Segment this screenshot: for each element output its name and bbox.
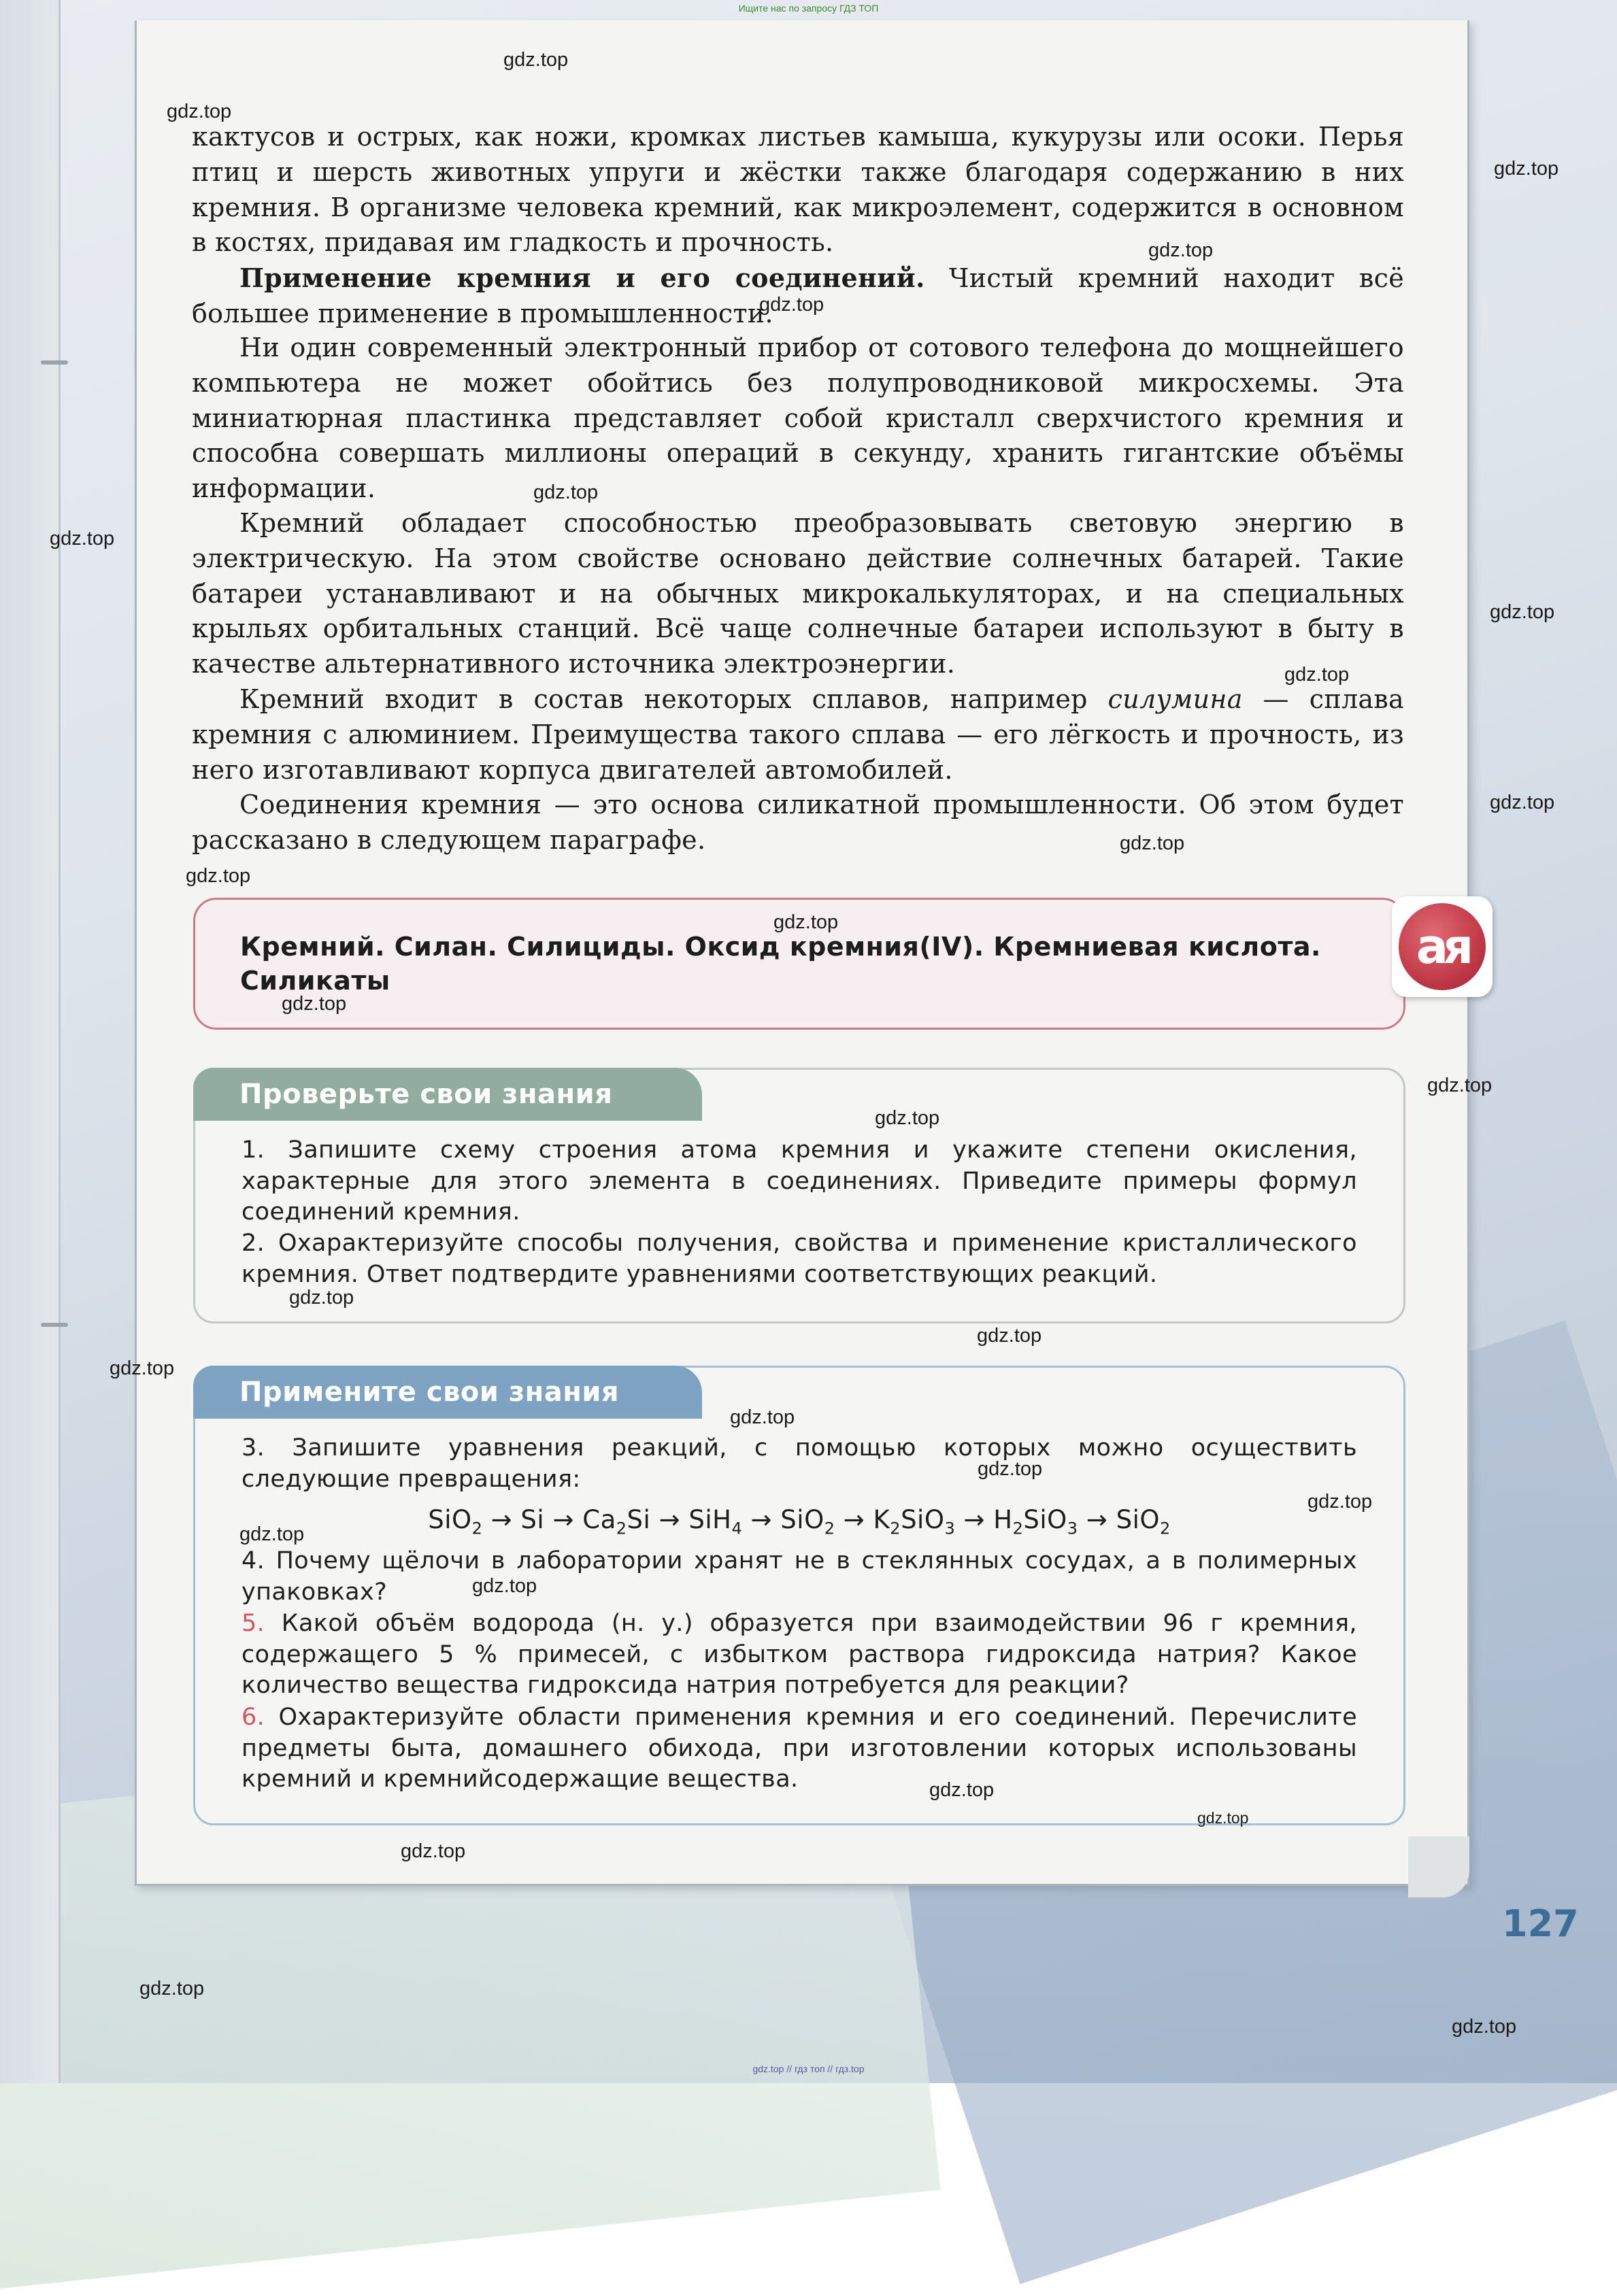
binding-mark <box>41 1323 68 1327</box>
alloy-term: силумина <box>1107 684 1243 714</box>
watermark: gdz.top <box>110 1357 175 1379</box>
watermark: gdz.top <box>1120 832 1185 854</box>
paragraph: Соединения кремния — это основа силикатной промышленности. Об этом будет рассказано в следующем параграфе. <box>192 790 1404 855</box>
header-note: Ищите нас по запросу ГДЗ ТОП <box>738 3 879 14</box>
watermark: gdz.top <box>1284 664 1350 686</box>
watermark: gdz.top <box>978 1458 1043 1480</box>
watermark: gdz.top <box>289 1287 354 1309</box>
question-3: 3. Запишите уравнения реакций, с помощью которых можно осуществить следующие превращения: <box>241 1434 1357 1493</box>
question-6: 6. Охарактеризуйте области применения кремния и его соединений. Перечислите предметы быта, домашнего обихода, при изготовлении которых использованы кремний и кремнийсодержащие вещества. <box>241 1704 1358 1793</box>
key-terms: Кремний. Силан. Силициды. Оксид кремния(IV). Кремниевая кислота. Силикаты <box>240 932 1321 996</box>
paragraph: кактусов и острых, как ножи, кромках листьев камыша, кукурузы или осоки. Перья птиц и шерсть животных упруги и жёстки также благодаря содержанию в них кремния. В организме человека кремний, как микроэлемент, содержится в основном в костях, придавая им гладкость и прочность. <box>192 122 1404 258</box>
check-knowledge-title: Проверьте свои знания <box>193 1068 702 1121</box>
watermark: gdz.top <box>1307 1491 1373 1513</box>
watermark: gdz.top <box>472 1575 537 1597</box>
watermark: gdz.top <box>239 1523 305 1545</box>
binding-mark <box>41 360 68 365</box>
watermark: gdz.top <box>139 1978 205 1999</box>
watermark: gdz.top <box>1452 2016 1517 2038</box>
question-2: 2. Охарактеризуйте способы получения, свойства и применение кристаллического кремния. Ответ подтвердите уравнениями соответствующих реакций. <box>241 1230 1357 1288</box>
watermark: gdz.top <box>929 1779 995 1801</box>
watermark: gdz.top <box>1148 239 1214 261</box>
watermark: gdz.top <box>167 101 232 122</box>
question-5: 5. Какой объём водорода (н. у.) образуется при взаимодействии 96 г кремния, содержащего 5 % примесей, с избытком раствора гидроксида натрия? Какое количество вещества гидроксида натрия потребуется для реакции? <box>241 1610 1358 1699</box>
paragraph: Кремний обладает способностью преобразовывать световую энергию в электрическую. На этом свойстве основано действие солнечных батарей. Такие батареи устанавливают и на обычных микрокалькуляторах, и на специальных крыльях орбитальных станций. Всё чаще солнечные батареи используют в быту в качестве альтернативного источника электроэнергии. <box>192 508 1404 679</box>
question-1: 1. Запишите схему строения атома кремния и укажите степени окисления, характерные для этого элемента в соединениях. Приведите примеры формул соединений кремния. <box>241 1136 1357 1226</box>
watermark: gdz.top <box>50 528 115 550</box>
watermark: gdz.top <box>1490 601 1555 623</box>
paragraph: Ни один современный электронный прибор от сотового телефона до мощнейшего компьютера не может обойтись без полупроводниковой микросхемы. Эта миниатюрная пластинка представляет собой кристалл сверхчистого кремния и способна совершать миллионы операций в секунду, хранить гигантские объёмы информации. <box>192 333 1404 504</box>
transformation-chain: $SiO_2 \to Si \to Ca_2Si \to SiH_4 \to SiO_2 \to K_2SiO_3 \to H_2SiO_3 \to SiO_2$ <box>428 1505 1171 1538</box>
watermark: gdz.top <box>759 294 824 316</box>
spine-line <box>59 0 61 2083</box>
watermark: gdz.top <box>773 911 839 933</box>
publisher-logo-icon: ая <box>1399 903 1486 990</box>
watermark: gdz.top <box>977 1325 1042 1347</box>
page-binding-strip <box>0 0 60 2083</box>
apply-knowledge-title: Примените свои знания <box>193 1366 702 1419</box>
paragraph-alloy: Кремний входит в состав некоторых сплавов, например силумина — сплава кремния с алюминием. Преимущества такого сплава — его лёгкость и прочность, из него изготавливают корпуса двигателей автомобилей. <box>192 684 1404 785</box>
watermark: gdz.top <box>730 1406 795 1428</box>
watermark: gdz.top <box>186 865 251 887</box>
watermark: gdz.top <box>282 993 347 1015</box>
publisher-logo <box>1392 896 1493 997</box>
watermark: gdz.top <box>1427 1075 1493 1096</box>
check-knowledge-section <box>193 1068 1405 1323</box>
watermark: gdz.top <box>533 482 599 503</box>
watermark: gdz.top <box>503 49 569 71</box>
page-number: 127 <box>1502 1902 1579 1945</box>
watermark: gdz.top <box>1494 158 1559 180</box>
watermark: gdz.top <box>1490 792 1555 813</box>
watermark: gdz.top <box>401 1840 466 1862</box>
watermark: gdz.top <box>1197 1809 1249 1827</box>
panel-corner <box>1408 1836 1469 1897</box>
watermark: gdz.top <box>875 1107 940 1129</box>
application-heading: Применение кремния и его соединений. <box>239 263 925 293</box>
question-4: 4. Почему щёлочи в лаборатории хранят не в стеклянных сосудах, а в полимерных упаковках? <box>241 1547 1357 1606</box>
paragraph-application: Применение кремния и его соединений. Чистый кремний находит всё большее применение в промышленности. <box>192 263 1405 328</box>
footer-note: gdz.top // гдз топ // гдз.top <box>752 2063 865 2074</box>
apply-knowledge-section <box>193 1366 1405 1825</box>
